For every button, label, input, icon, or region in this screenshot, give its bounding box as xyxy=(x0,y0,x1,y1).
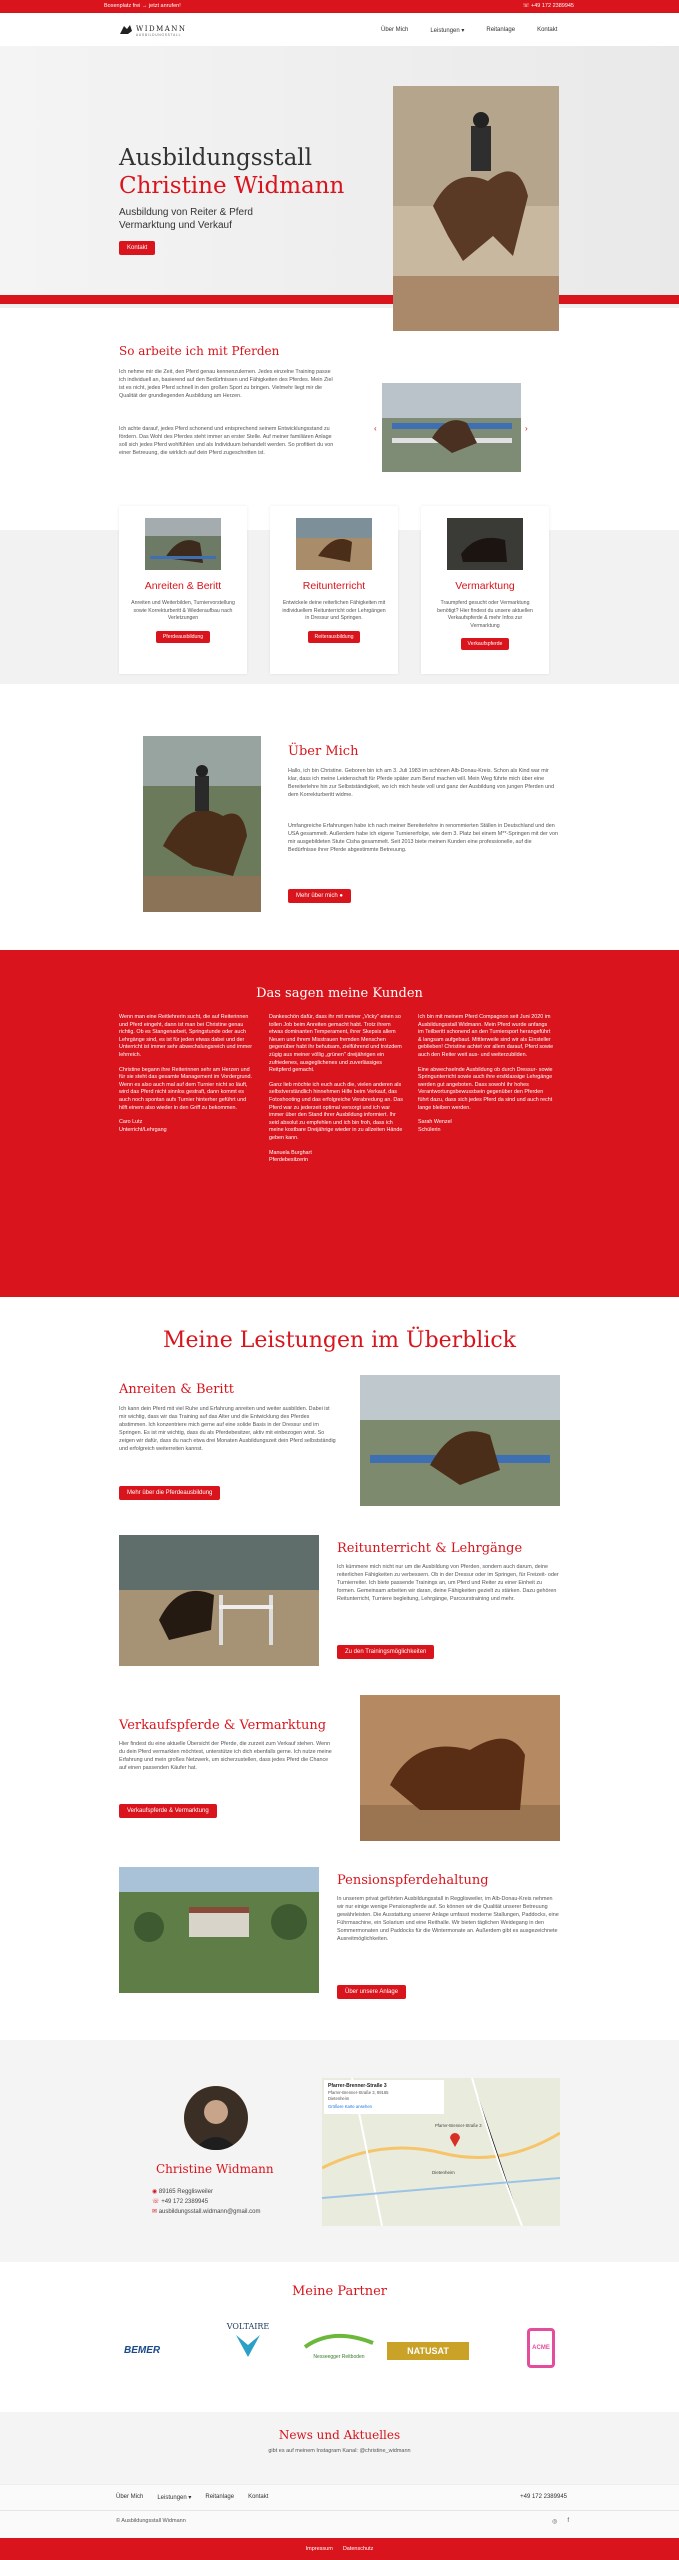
working-method-p2: Ich achte darauf, jedes Pferd schonend und entsprechend seinem Entwicklungsstand zu fördern. Das Wohl des Pferdes steht immer an erster Stelle. Auf meiner familiären Anlage soll sich jedes Pferd wohlfühlen und als Individuum behandelt werden. So profitiert du von einer Betreuung, die wirklich auf dein Pferd zugeschnitten ist. xyxy=(119,426,334,456)
hero-subtitle xyxy=(119,206,253,232)
service-button-pferdeausbildung[interactable]: Pferdeausbildung xyxy=(156,631,210,643)
leistung-button-pferdeausbildung[interactable]: Mehr über die Pferdeausbildung xyxy=(119,1486,220,1500)
about-image xyxy=(143,736,261,912)
service-card-vermarktung xyxy=(421,506,549,674)
hero-background xyxy=(0,46,679,295)
map-card-address xyxy=(328,2090,389,2101)
promo-link[interactable]: Boxenplatz frei → jetzt anrufen! xyxy=(104,3,181,9)
contact-email: ausbildungsstall.widmann@gmail.com xyxy=(158,2209,261,2215)
leistung-title-verkauf: Verkaufspferde & Vermarktung xyxy=(119,1718,327,1733)
service-text-vermarktung: Traumpferd gesucht oder Vermarktung benötigt? Hier findest du unsere aktuellen Verkaufspferde & mehr Infos zur Vermarktung xyxy=(437,600,533,629)
leistung-text-reitunterricht: Ich kümmere mich nicht nur um die Ausbildung von Pferden, sondern auch darum, deine reiterlichen Fähigkeiten zu verbessern. Ob in der Dressur oder im Springen, für Freizeit- oder Turnierreiter. Ich biete passende Trainings an, um Pferd und Reiter zu einer Einheit zu formen. Gemeinsam arbeiten wir daran, deine Fähigkeiten gezielt zu stärken. Dazu gehören Reitunterricht, Turniere begleitung, Lehrgänge, Parcourstraining und mehr. xyxy=(337,1564,559,1602)
partner-logo-natusat[interactable]: NATUSAT xyxy=(387,2342,469,2360)
leistung-title-anreiten: Anreiten & Beritt xyxy=(119,1382,235,1397)
testimonial-col-2 xyxy=(269,1014,405,1165)
partner-voltaire-label: VOLTAIRE xyxy=(226,2322,270,2331)
nav-item-kontakt[interactable]: Kontakt xyxy=(537,27,558,33)
map-card-title: Pfarrer-Brenner-Straße 3 xyxy=(328,2083,387,2089)
about-more-button[interactable] xyxy=(288,889,351,903)
partners-title: Meine Partner xyxy=(292,2284,387,2299)
leistung-text-anreiten: Ich kann dein Pferd mit viel Ruhe und Erfahrung anreiten und weiter ausbilden. Dabei ist mir wichtig, dass wir das Training auf das Alter und die Entwicklung des Pferdes abstimmen. Ich konzentriere mich gerne auf eine solide Basis in der Dressur und im Springen. Es ist mir wichtig, dass du als Pferdebesitzer, aktiv mit einbezogen wirst. So zeigen wir dafür, dass du nach etwa drei Monaten Ausbildungszeit dein Pferd selbstständig und erfolgreich weiterreiten kannst. xyxy=(119,1406,336,1452)
contact-avatar xyxy=(184,2086,248,2150)
partner-logo-acme[interactable]: ACME xyxy=(527,2328,555,2368)
service-text-anreiten: Anreiten und Weiterbilden, Turniervorstellung sowie Korrekturberitt & Wiederaufbau nach Verletzungen xyxy=(131,600,235,621)
leistung-button-verkauf[interactable]: Verkaufspferde & Vermarktung xyxy=(119,1804,217,1818)
nav-item-reitanlage[interactable]: Reitanlage xyxy=(486,27,516,33)
footer-link-ueber-mich[interactable]: Über Mich xyxy=(116,2494,144,2500)
testimonial-3-p2: Eine abwechselnde Ausbildung ob durch Dressur- sowie Springunterricht sowie auch ihre erstklassige Lehrgänge werden gut angeboten. Dass sowohl ihr hohes Verantwortungsbewusstsein gegenüber den Pferden führt dazu, dass sich jedes Pferd da sind und auch recht lange bleiben werden. xyxy=(418,1066,553,1111)
service-button-verkaufspferde[interactable]: Verkaufspferde xyxy=(461,638,510,650)
contact-address: 89165 Regglisweiler xyxy=(158,2189,213,2195)
service-image-vermarktung xyxy=(447,518,523,570)
partner-logo-bemer[interactable]: BEMER xyxy=(124,2345,161,2356)
map-pin-label: Pfarrer-Brenner-Straße 3 xyxy=(435,2123,482,2128)
slider-next-arrow-icon[interactable]: › xyxy=(525,424,528,433)
leistung-text-pension: In unserem privat geführten Ausbildungsstall in Regglisweiler, im Alb-Donau-Kreis nehmen wir nur einige wenige Pensionspferde auf. So können wir die Qualität unserer Betreuung gewährleisten. Die Ausstattung unserer Anlage umfasst moderne Stallungen, Paddocks, eine Führmaschine, ein Solarium und eine Reithalle. Wir bieten täglichen Weidegang in den Sommermonaten und Paddocks für die Wintermonate an. Außerdem gibt es ausgezeichnete Ausreitmöglichkeiten. xyxy=(337,1896,559,1942)
impressum-link[interactable]: Impressum xyxy=(305,2546,333,2552)
hero-contact-button[interactable]: Kontakt xyxy=(119,241,155,255)
testimonial-1-role: Unterricht/Lehrgang xyxy=(119,1126,167,1133)
voltaire-wings-icon xyxy=(228,2331,268,2357)
footer-social xyxy=(552,2518,569,2525)
hero-subtitle-line2: Vermarktung und Verkauf xyxy=(119,220,232,231)
working-method-image xyxy=(382,383,521,472)
testimonial-3-author: Sarah Wenzel xyxy=(418,1119,452,1126)
user-icon: ● xyxy=(339,893,343,899)
service-text-reitunterricht: Entwickele deine reiterlichen Fähigkeiten mit individuellem Reitunterricht oder Lehrgängen in Dressur und Springen. xyxy=(282,600,386,621)
contact-phone-row[interactable] xyxy=(152,2197,261,2207)
logo-sub: AUSBILDUNGSSTALL xyxy=(136,33,182,37)
working-method-p1: Ich nehme mir die Zeit, den Pferd genau kennenzulernen. Jedes einzelne Training passe ich individuell an, basierend auf den Bedürfnissen und Fähigkeiten des Pferdes. Mein Ziel ist es nicht, jedes Pferd schnell in den großen Sport zu bringen. Vielmehr liegt mir die Qualität der grundlegenden Ausbildung am Herzen. xyxy=(119,369,333,399)
footer xyxy=(0,2484,679,2538)
leistung-button-training[interactable]: Zu den Trainingsmöglichkeiten xyxy=(337,1645,434,1659)
contact-address-row xyxy=(152,2187,261,2197)
testimonial-1-p2: Christine begann ihre Reiterinnen sehr am Herzen und für sie steht das gesamte Management im Vordergrund. Wenn es also auch mal auf dem Turnier nicht so läuft, wird das Pferd nicht sinnlos gestraft, dann kommt es auch noch spontan aufs Turnier hinterher geführt und hilft einem also wieder in den Griff zu bekommen. xyxy=(119,1066,253,1111)
working-method-title: So arbeite ich mit Pferden xyxy=(119,344,280,358)
contact-email-row[interactable] xyxy=(152,2207,261,2217)
logo-name: WIDMANN xyxy=(136,25,187,33)
leistung-image-reitunterricht xyxy=(119,1535,319,1666)
testimonial-col-3 xyxy=(418,1014,554,1134)
leistung-text-verkauf: Hier findest du eine aktuelle Übersicht der Pferde, die zurzeit zum Verkauf stehen. Wenn du dein Pferd vermarkten möchtest, unterstütze ich dich ebenfalls gerne. Ich nutze meine Erfahrung und mein großes Netzwerk, um sicherzustellen, dass jedes Pferd die Chance auf einen passenden Käufer hat. xyxy=(119,1741,332,1771)
news-title: News und Aktuelles xyxy=(278,2428,401,2442)
leistung-image-anreiten xyxy=(360,1375,560,1506)
service-card-anreiten xyxy=(119,506,247,674)
leistung-button-anlage[interactable]: Über unsere Anlage xyxy=(337,1985,406,1999)
hero-section xyxy=(0,46,679,308)
testimonials-section xyxy=(0,950,679,1297)
partner-nesseegger-label: Nesseegger Reitboden xyxy=(313,2354,365,2360)
service-image-reitunterricht xyxy=(296,518,372,570)
instagram-icon[interactable]: ◎ xyxy=(552,2519,558,2525)
envelope-icon: ✉ xyxy=(152,2209,158,2215)
contact-details xyxy=(152,2187,261,2217)
hero-title-line1: Ausbildungsstall xyxy=(119,145,313,171)
service-title-vermarktung: Vermarktung xyxy=(455,580,515,592)
service-title-anreiten: Anreiten & Beritt xyxy=(144,580,222,592)
footer-nav xyxy=(116,2494,268,2501)
service-title-reitunterricht: Reitunterricht xyxy=(302,580,366,592)
testimonial-3-role: Schülerin xyxy=(418,1126,441,1133)
map-card-line-2: Dietenheim xyxy=(328,2095,350,2101)
nav-menu xyxy=(381,27,557,34)
phone-icon: ☏ xyxy=(522,3,530,9)
service-card-reitunterricht xyxy=(270,506,398,674)
horse-logo-icon xyxy=(118,23,200,37)
main-navigation xyxy=(0,13,679,46)
slider-prev-arrow-icon[interactable]: ‹ xyxy=(374,424,377,433)
service-button-reiterausbildung[interactable]: Reiterausbildung xyxy=(308,631,361,643)
facebook-icon[interactable]: f xyxy=(567,2518,569,2524)
footer-phone[interactable]: +49 172 2389945 xyxy=(520,2494,567,2500)
google-map-embed[interactable] xyxy=(322,2078,560,2226)
leistung-title-reitunterricht: Reitunterricht & Lehrgänge xyxy=(337,1541,523,1556)
partner-logo-nesseegger[interactable] xyxy=(303,2333,375,2360)
topbar-phone-link[interactable] xyxy=(523,3,574,9)
testimonial-2-role: Pferdebesitzerin xyxy=(269,1157,308,1164)
news-section xyxy=(0,2412,679,2484)
testimonial-2-p2: Ganz lieb möchte ich euch auch die, vielen anderen als selbstverständlich hinnehmen Hilfe beim Verkauf, das Fotoshooting und das erfolgreiche Verabredung an. Das Pferd war zu jederzeit optimal versorgt und ich war immer über den Stand ihrer Ausbildung informiert. Ihr seid absolut zu empfehlen und ich bin froh, dass ich meine kostbare Dreijährige wieder in zu allzeiten Hände geben kann. xyxy=(269,1081,403,1141)
contact-name: Christine Widmann xyxy=(156,2162,274,2176)
nesseegger-swoosh-icon xyxy=(303,2333,375,2349)
top-bar xyxy=(0,0,679,13)
datenschutz-link[interactable]: Datenschutz xyxy=(342,2546,374,2552)
leistung-image-pension xyxy=(119,1867,319,1993)
footer-link-reitanlage[interactable]: Reitanlage xyxy=(205,2494,235,2500)
phone-icon: ☏ xyxy=(152,2199,160,2205)
about-p1: Hallo, ich bin Christine. Geboren bin ich am 3. Juli 1983 im schönen Alb-Donau-Kreis. Schon als Kind war mir klar, dass ich meine Leidenschaft für Pferde später zum Beruf machen will. Mein Weg führte mich über eine Bereiterlehre hin zur Selbstständigkeit, wo ich mich heute voll und ganz der Ausbildung von jungen Pferden und dem Korrekturberitt widme. xyxy=(288,768,555,798)
nav-item-leistungen[interactable]: Leistungen ▾ xyxy=(430,28,465,34)
map-card-line-1: Pfarrer-Brenner-Straße 3, 89165 xyxy=(328,2090,389,2095)
footer-copyright: © Ausbildungsstall Widmann xyxy=(116,2518,186,2524)
location-pin-icon: ◉ xyxy=(152,2189,158,2195)
hero-title-line2: Christine Widmann xyxy=(119,173,345,199)
service-image-anreiten xyxy=(145,518,221,570)
about-p2: Umfangreiche Erfahrungen habe ich nach meiner Bereiterlehre in renommierten Ställen in Deutschland und den USA gesammelt. Außerdem habe ich eigene Turniererfolge, wie dem 3. Platz bei einem M**-Springen mit der von mir ausgebildeten Stute Cisha gesammelt. Seit 2013 biete meinen Kunden eine professionelle, auf die Bedürfnisse ihrer Pferde abgestimmte Betreuung. xyxy=(288,823,558,853)
testimonial-2-author: Manuela Burghart xyxy=(269,1149,312,1156)
testimonial-col-1 xyxy=(119,1014,255,1134)
hero-subtitle-line1: Ausbildung von Reiter & Pferd xyxy=(119,207,253,218)
topbar-phone-text: +49 172 2389945 xyxy=(531,3,574,9)
map-larger-link[interactable]: Größere Karte ansehen xyxy=(328,2104,372,2109)
footer-link-kontakt[interactable]: Kontakt xyxy=(248,2494,269,2500)
hero-horse-jumping-image xyxy=(393,86,559,331)
testimonial-1-author: Caro Lutz xyxy=(119,1119,143,1126)
footer-link-leistungen[interactable]: Leistungen ▾ xyxy=(157,2495,192,2501)
bottom-legal-bar xyxy=(0,2538,679,2560)
logo[interactable] xyxy=(118,23,200,37)
leistung-image-verkauf xyxy=(360,1695,560,1841)
footer-divider xyxy=(0,2510,679,2511)
testimonial-3-p1: Ich bin mit meinem Pferd Compagnon seit Juni 2020 im Ausbildungsstall Widmann. Mein Pferd wurde anfangs im Teilberitt schonend an den Turniersport herangeführt & langsam aufgebaut. Mittlerweile sind wir als Einsteller geblieben! Christine achtet vor allem darauf, Pferd sowie auch den Reiter weit aus- und weiterzubilden. xyxy=(418,1014,554,1058)
news-text: gibt es auf meinem Instagram Kanal: @christine_widmann xyxy=(268,2448,411,2454)
partner-logo-voltaire[interactable] xyxy=(220,2322,276,2362)
testimonial-2-p1: Dankeschön dafür, dass ihr mit meiner „Vicky" einen so tollen Job beim Anreiten gemacht habt. Trotz ihrem etwas dominanten Temperament, ihrer Skepsis allem Neuen und ihrem Misstrauen fremden Menschen gegenüber habt ihr behutsam, zielführend und trotzdem zügig aus meiner völlig „grünen" dreijährigen ein zufriedenes, ausgeglichenes und zuverlässiges Reitpferd gemacht. xyxy=(269,1014,402,1074)
services-overview-title: Meine Leistungen im Überblick xyxy=(162,1328,517,1353)
map-town-label: Dietenheim xyxy=(432,2170,455,2175)
hero-red-band xyxy=(0,295,679,304)
about-more-label: Mehr über mich xyxy=(296,893,338,899)
testimonial-1-p1: Wenn man eine Reitlehrerin sucht, die auf Reiterinnen und Pferd eingeht, dann ist man bei Christine genau richtig. Ob es Stangenarbeit, Springstunde oder auch Lehrgänge sind, es ist für jeden etwas dabei und der Unterricht ist immer sehr abwechslungsreich und immer lehrreich. xyxy=(119,1014,253,1058)
legal-links xyxy=(0,2538,679,2552)
leistung-title-pension: Pensionspferdehaltung xyxy=(337,1873,489,1888)
about-title: Über Mich xyxy=(288,744,359,759)
nav-item-ueber-mich[interactable]: Über Mich xyxy=(381,27,409,33)
contact-phone: +49 172 2389945 xyxy=(161,2199,209,2205)
testimonials-title: Das sagen meine Kunden xyxy=(256,986,423,1001)
